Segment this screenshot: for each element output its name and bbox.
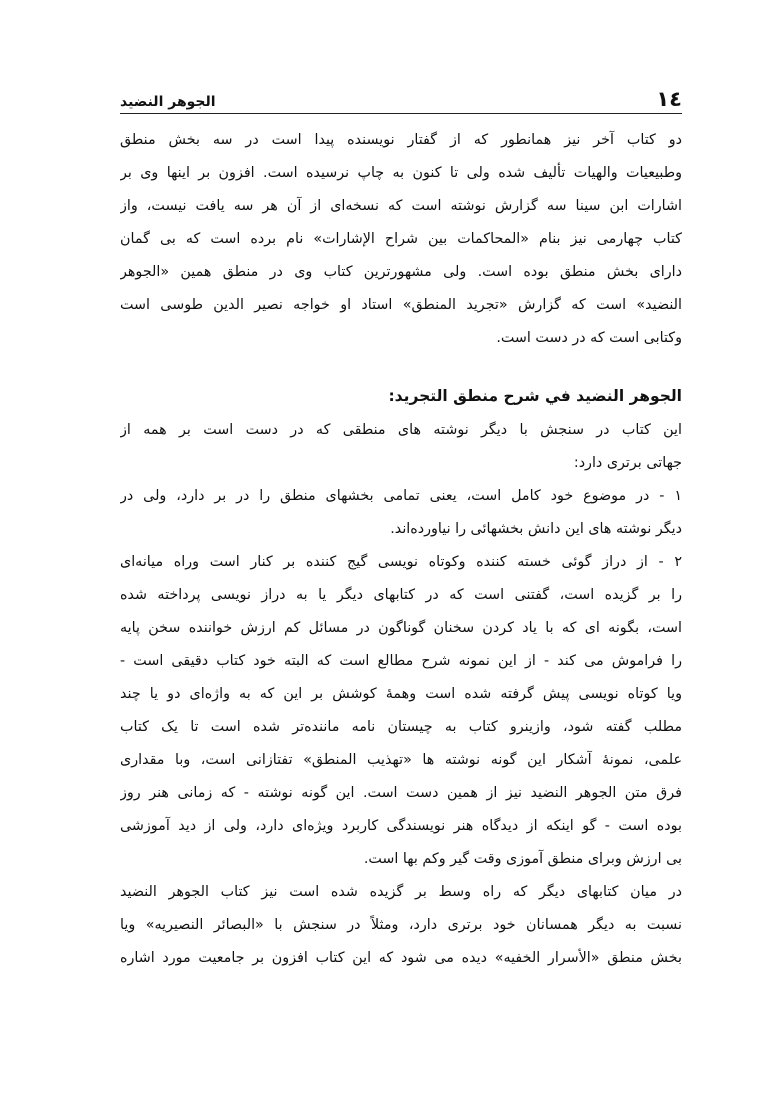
text-line: اشارات ابن سینا سه گزارش نوشته است که نسخه‌ای از آن هر سه یافت نیست، واز bbox=[120, 198, 682, 214]
paragraph-point-two bbox=[120, 546, 682, 876]
text-line: ١ - در موضوع خود کامل است، یعنی تمامی بخشهای منطق را در بر دارد، ولی در bbox=[120, 488, 682, 504]
text-line: دیگر نوشته های این دانش بخشهائی را نیاورده‌اند. bbox=[390, 521, 682, 537]
text-line: نسبت به دیگر همسانان خود برتری دارد، ومثلاً در سنجش با «البصائر النصیریه» ویا bbox=[120, 917, 682, 933]
text-line: دو کتاب آخر نیز همانطور که از گفتار نویسنده پیدا است در سه بخش منطق bbox=[120, 132, 682, 148]
text-line: النضید» است که گزارش «تجرید المنطق» استاد او خواجه نصیر الدین طوسی است bbox=[120, 297, 682, 313]
running-header bbox=[120, 78, 682, 112]
text-line: ویا کوتاه نویسی پیش گرفته شده است وهمهٔ کوشش بر این که به واژه‌ای دو یا چند bbox=[120, 686, 682, 702]
text-line: وکتابی است که در دست است. bbox=[496, 330, 682, 346]
paragraph-comparison bbox=[120, 876, 682, 975]
text-line: وطبیعیات والهیات تألیف شده ولی تا کنون به چاپ نرسیده است. افزون بر اینها وی بر bbox=[120, 165, 682, 181]
section-heading: الجوهر النضيد في شرح منطق التجريد: bbox=[388, 387, 682, 405]
text-line: است، بگونه ای که با یاد کردن سخنان گوناگون در مسائل کم ارزش خواننده سخن پایه bbox=[120, 620, 682, 636]
text-line: دارای بخش منطق بوده است. ولی مشهورترین کتاب وی در منطق همین «الجوهر bbox=[120, 264, 682, 280]
text-line: جهاتی برتری دارد: bbox=[573, 455, 682, 471]
text-line: این کتاب در سنجش با دیگر نوشته های منطقی که در دست است بر همه از bbox=[120, 422, 682, 438]
text-line: کتاب چهارمی نیز بنام «المحاکمات بین شراح الإشارات» نام برده است که بی گمان bbox=[120, 231, 682, 247]
text-line: فرق متن الجوهر النضید نیز از همین دست است. این گونه نوشته - که زمانی هنر روز bbox=[120, 785, 682, 801]
book-title: الجوهر النضيد bbox=[120, 94, 216, 110]
text-line: را بر گزیده است، گفتنی است که در کتابهای دیگر یا به دراز نویسی پرداخته شده bbox=[120, 587, 682, 603]
paragraph-point-one bbox=[120, 480, 682, 546]
text-line: بی ارزش وبرای منطق آموزی وقت گیر وکم بها است. bbox=[363, 851, 682, 867]
text-line: بخش منطق «الأسرار الخفیه» دیده می شود که این کتاب افزون بر جامعیت مورد اشاره bbox=[120, 950, 682, 966]
text-line: ٢ - از دراز گوئی خسته کننده وکوتاه نویسی گیج کننده بر کنار است وراه میانه‌ای bbox=[120, 554, 682, 570]
paragraph-introduction bbox=[120, 124, 682, 355]
page-number: ١٤ bbox=[656, 87, 682, 111]
text-line: مطلب گفته شود، وازینرو کتاب به چیستان نامه مانندەتر شده است تا یک کتاب bbox=[120, 719, 682, 735]
text-line: بوده است - گو اینکه از دیدگاه هنر نویسندگی کاربرد ویژه‌ای دارد، ولی از دید آموزشی bbox=[120, 818, 682, 834]
body-text bbox=[120, 124, 682, 975]
section-spacer bbox=[120, 355, 682, 380]
header-divider bbox=[120, 113, 682, 114]
text-line: در میان کتابهای دیگر که راه وسط بر گزیده شده است نیز کتاب الجوهر النضید bbox=[120, 884, 682, 900]
paragraph-overview bbox=[120, 414, 682, 480]
text-line: را فراموش می کند - از این نمونه شرح مطالع است که البته خود کتاب دقیقی است - bbox=[120, 653, 682, 669]
text-line: علمی، نمونهٔ آشکار این گونه نوشته ها «تهذیب المنطق» تفتازانی است، وبا مقداری bbox=[120, 752, 682, 768]
